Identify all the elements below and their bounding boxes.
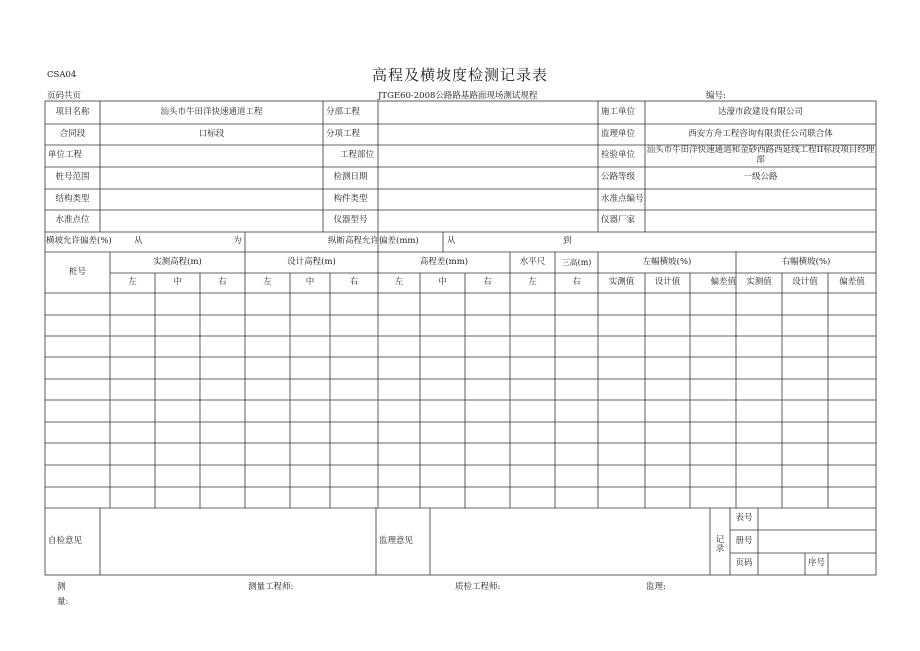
construction-unit-value[interactable]: 达濠市政建设有限公司 — [717, 106, 803, 117]
subheader-measured: 实测值 — [608, 277, 635, 288]
long-elevation-tolerance-label: 纵断高程允许偏差(mm) — [328, 236, 419, 247]
subheader-design: 设计值 — [792, 277, 818, 288]
elevation-diff-header: 高程差(mm) — [419, 256, 469, 267]
subheader-left: 左 — [394, 277, 404, 288]
design-elevation-header: 设计高程(m) — [287, 256, 336, 267]
sub-project-label: 分部工程 — [326, 106, 361, 117]
qc-engineer-label: 质检工程师: — [455, 582, 501, 592]
from2-label: 从 — [447, 236, 456, 247]
supervisor-label: 监理: — [646, 582, 666, 592]
supervision-opinion-field[interactable] — [430, 508, 710, 575]
record-label: 记录 — [715, 534, 725, 554]
self-check-field[interactable] — [100, 508, 376, 575]
measured-elevation-header: 实测高程(m) — [153, 256, 202, 267]
subheader-left: 左 — [263, 277, 272, 288]
benchmark-no-label: 水准点编号 — [601, 193, 644, 204]
supervision-unit-label: 监理单位 — [601, 128, 636, 139]
subheader-right: 右 — [349, 277, 359, 288]
subheader-middle: 中 — [305, 277, 315, 288]
supervision-opinion-label: 监理意见 — [379, 535, 414, 546]
subheader-design: 设计值 — [654, 277, 681, 288]
three-high-header: 三高(m) — [561, 257, 592, 267]
level-ruler-header: 水平尺 — [519, 256, 546, 267]
table-no-label: 表号 — [735, 513, 753, 524]
right-slope-header: 右幅横坡(%) — [781, 256, 831, 267]
road-grade-value[interactable]: 一级公路 — [743, 172, 778, 183]
standard-reference: JTGE60-2008公路路基路面现场测试规程 — [378, 91, 538, 101]
from-label: 从 — [134, 236, 143, 247]
road-grade-label: 公路等级 — [601, 172, 636, 183]
subheader-right: 右 — [218, 277, 227, 288]
benchmark-pos-label: 水准点位 — [55, 215, 90, 226]
station-header: 桩号 — [68, 266, 86, 277]
to2-label: 到 — [563, 236, 572, 247]
to-label: 为 — [233, 236, 242, 247]
subheader-deviation: 偏差值 — [710, 277, 736, 288]
supervision-unit-value[interactable]: 西安方舟工程咨询有限责任公司联合体 — [688, 128, 833, 139]
seq-no-label: 序号 — [807, 558, 825, 569]
structure-type-label: 结构类型 — [55, 193, 90, 204]
contract-value[interactable]: 口标段 — [198, 128, 225, 139]
left-slope-header: 左幅横坡(%) — [642, 256, 692, 267]
instrument-model-label: 仪器型号 — [333, 215, 368, 226]
project-part-label: 工程部位 — [339, 150, 374, 161]
subheader-right: 右 — [572, 277, 581, 288]
inspection-unit-label: 检验单位 — [601, 150, 636, 161]
subheader-deviation: 偏差值 — [839, 277, 865, 288]
subheader-measured: 实测值 — [746, 277, 772, 288]
subheader-left: 左 — [128, 277, 137, 288]
self-check-label: 自检意见 — [48, 535, 83, 546]
contract-label: 合同段 — [59, 128, 86, 139]
subheader-left: 左 — [528, 277, 537, 288]
page-no-label: 页码 — [735, 558, 753, 569]
form-code: CSA04 — [47, 70, 77, 80]
construction-unit-label: 施工单位 — [601, 106, 636, 117]
cross-slope-tolerance-label: 横坡允许偏差(%) — [46, 236, 112, 247]
page-info: 页码共页 — [47, 91, 82, 101]
book-no-label: 册号 — [735, 535, 753, 546]
unit-project-label: 单位工程 — [48, 150, 83, 161]
station-range-label: 桩号范围 — [55, 172, 90, 183]
instrument-maker-label: 仪器厂家 — [601, 215, 636, 226]
subheader-middle: 中 — [438, 277, 447, 288]
item-project-label: 分项工程 — [326, 128, 361, 139]
project-name-value[interactable]: 汕头市牛田洋快速通道工程 — [160, 106, 263, 117]
serial-number-label: 编号: — [706, 91, 726, 101]
subheader-right: 右 — [483, 277, 492, 288]
test-date-label: 检测日期 — [333, 172, 368, 183]
measurer-label: 测量: — [57, 582, 69, 607]
project-name-label: 项目名称 — [55, 106, 90, 117]
subheader-middle: 中 — [173, 277, 182, 288]
page-title: 高程及横坡度检测记录表 — [371, 66, 548, 84]
component-type-label: 构件类型 — [333, 193, 368, 204]
survey-engineer-label: 测量工程师: — [248, 582, 294, 592]
inspection-unit-value[interactable]: 汕头市牛田洋快速通道和金砂西路西延线工程II标段项目经理部 — [646, 145, 875, 165]
